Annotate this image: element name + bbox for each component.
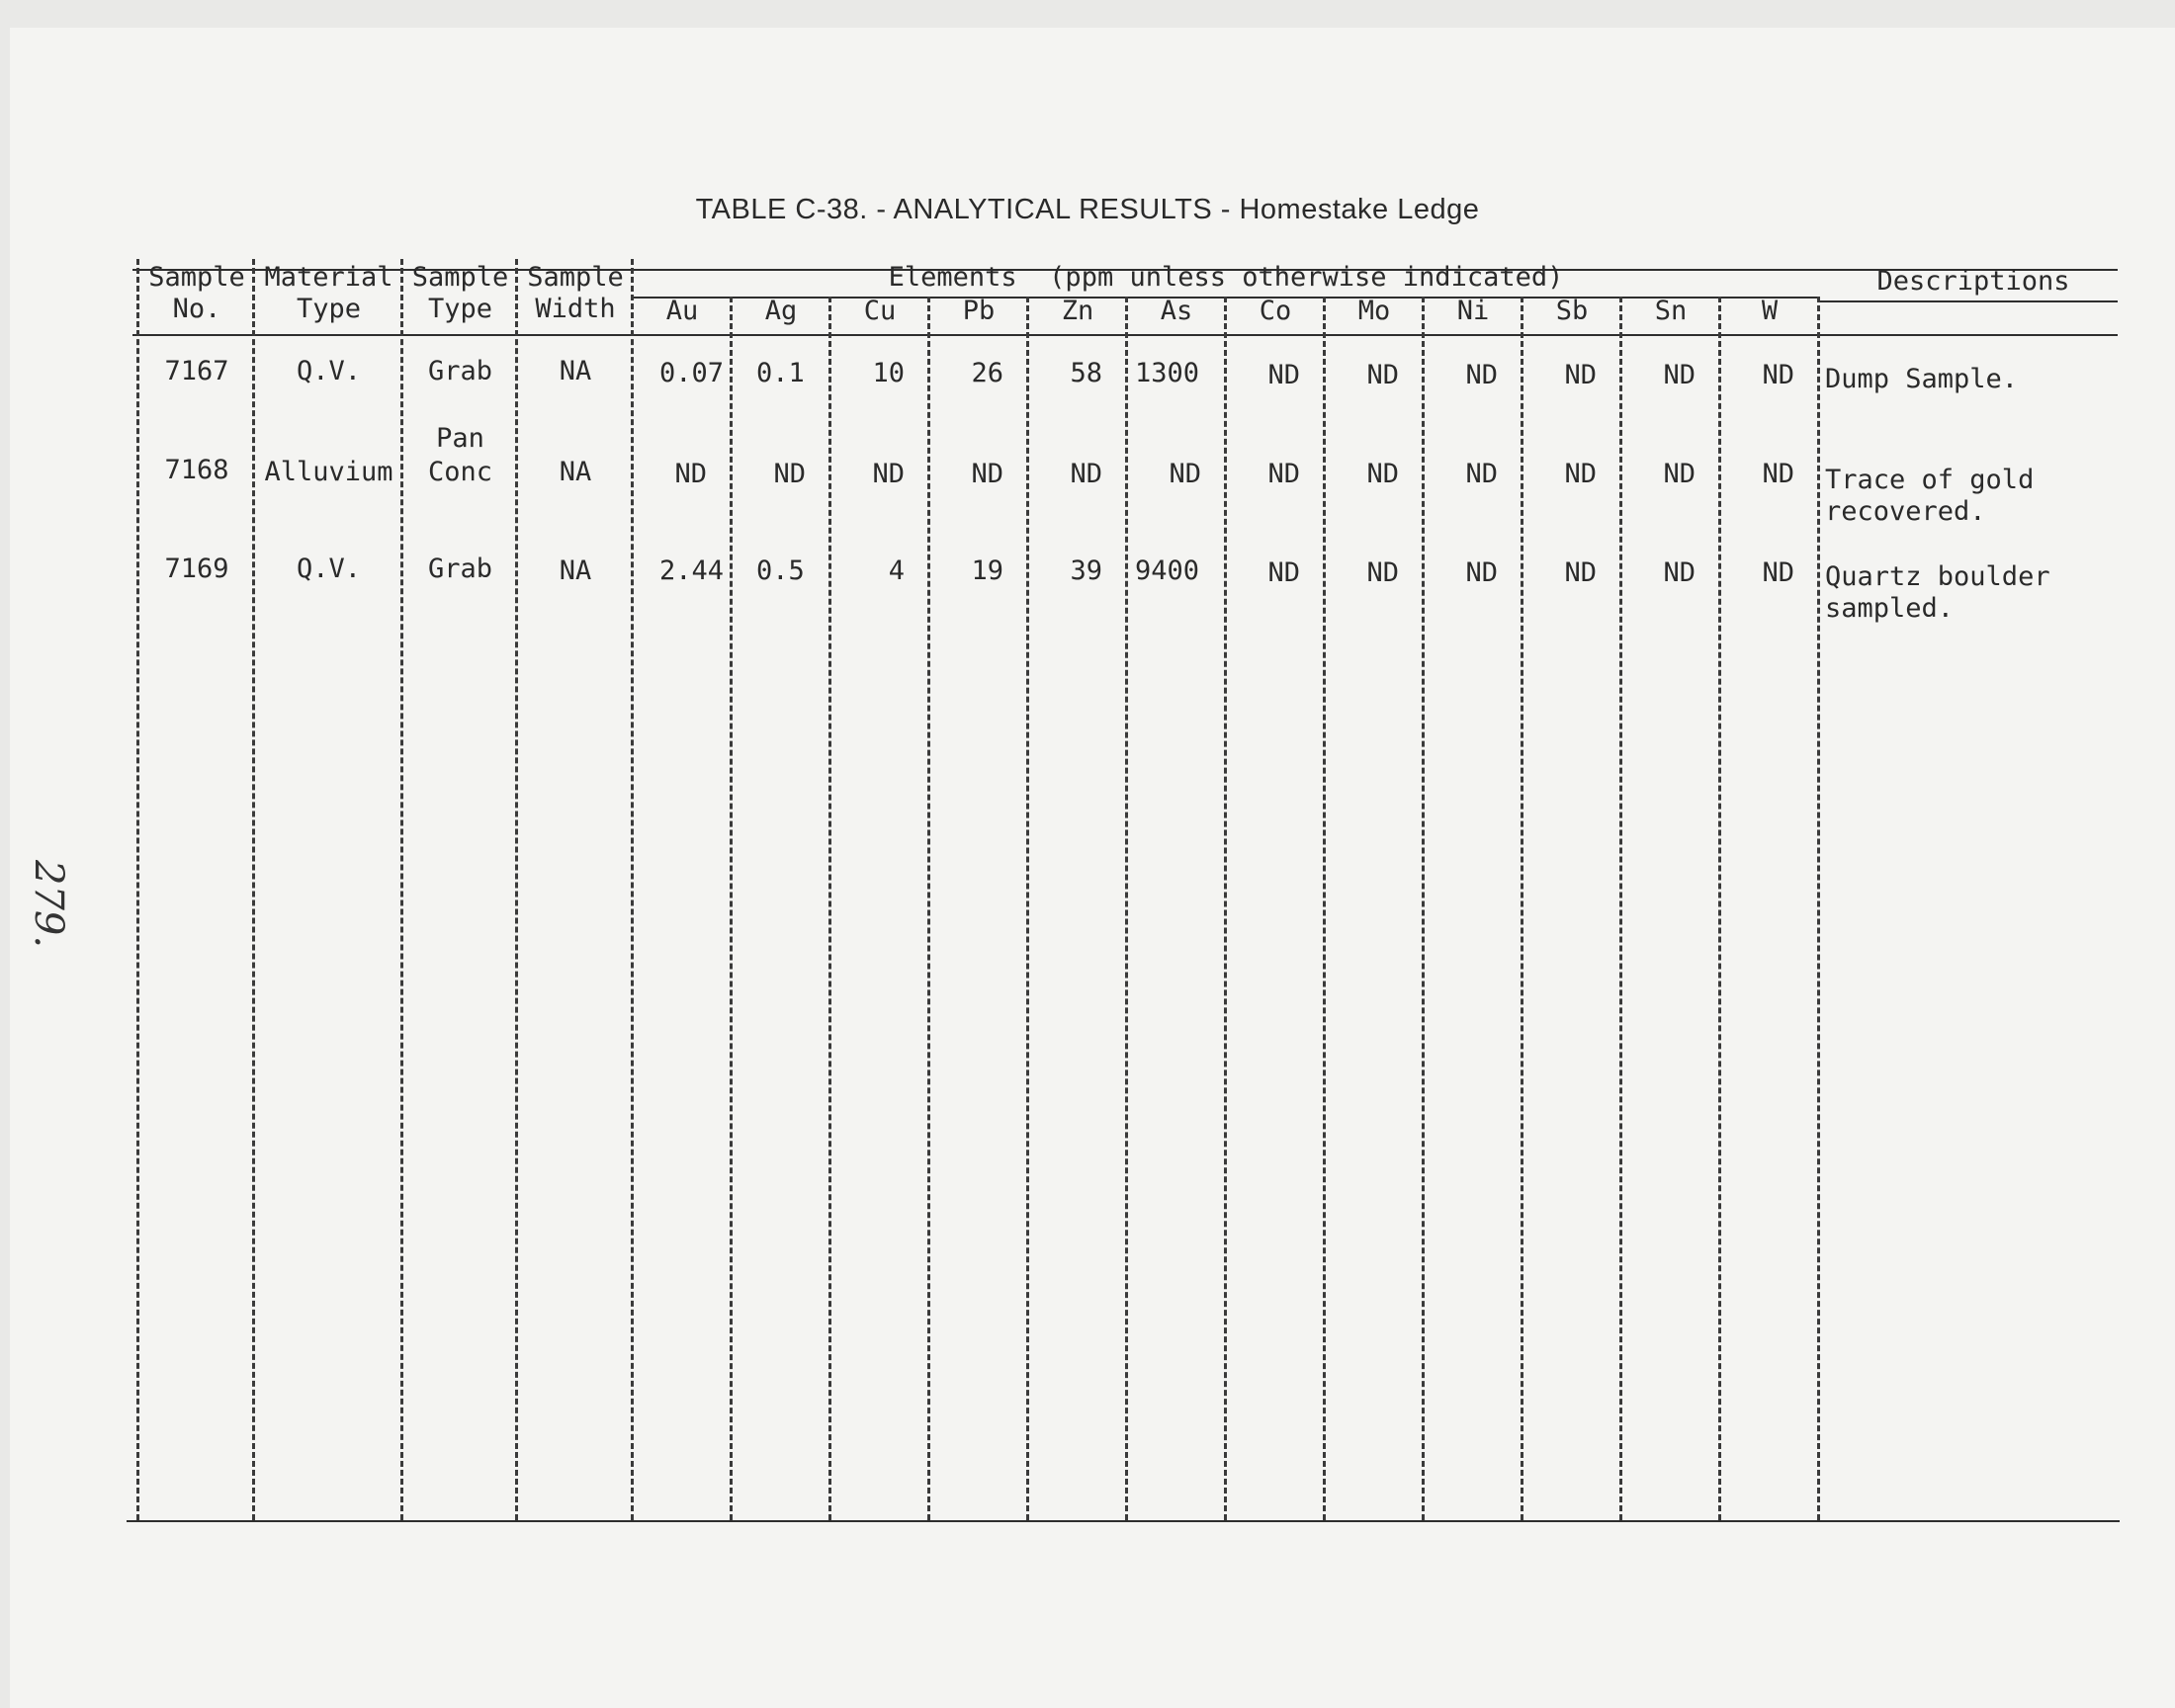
header-sample-width-line1: Sample	[527, 262, 624, 293]
header-element-co: Co	[1259, 296, 1292, 326]
row1-description: Dump Sample.	[1825, 364, 2019, 394]
row1-sample-type: Grab	[427, 356, 493, 386]
row1-zn: 58	[1070, 358, 1102, 388]
row1-co: ND	[1267, 360, 1300, 390]
row2-sn: ND	[1663, 459, 1696, 489]
header-sample-width-line2: Width	[535, 294, 616, 324]
row1-ag: 0.1	[756, 358, 805, 388]
row3-w: ND	[1762, 557, 1794, 588]
column-divider	[252, 259, 255, 1520]
header-element-zn: Zn	[1061, 296, 1094, 326]
header-element-mo: Mo	[1357, 296, 1391, 326]
row3-as: 9400	[1135, 555, 1200, 586]
row3-cu: 4	[888, 555, 905, 586]
row1-cu: 10	[872, 358, 905, 388]
row3-sb: ND	[1564, 557, 1597, 588]
row1-sn: ND	[1663, 360, 1696, 390]
header-material-type-line1: Material	[264, 262, 393, 293]
header-elements-group: Elements (ppm unless otherwise indicated)	[888, 262, 1564, 293]
header-element-w: W	[1761, 296, 1779, 326]
row1-material-type: Q.V.	[296, 356, 362, 386]
row2-w: ND	[1762, 459, 1794, 489]
header-element-as: As	[1160, 296, 1193, 326]
row2-cu: ND	[872, 459, 905, 489]
row2-sample-type-line2: Conc	[427, 457, 493, 487]
column-divider	[400, 259, 403, 1520]
column-divider	[631, 259, 634, 1520]
row2-ni: ND	[1465, 459, 1498, 489]
header-element-sn: Sn	[1654, 296, 1688, 326]
row1-as: 1300	[1135, 358, 1200, 388]
row3-material-type: Q.V.	[296, 554, 362, 584]
descriptions-subheader-rule	[1817, 300, 2118, 302]
row2-sample-width: NA	[559, 457, 592, 487]
row2-pb: ND	[971, 459, 1003, 489]
column-divider	[515, 259, 518, 1520]
row1-mo: ND	[1366, 360, 1399, 390]
row2-co: ND	[1267, 459, 1300, 489]
row3-sample-no: 7169	[164, 554, 229, 584]
row1-pb: 26	[971, 358, 1003, 388]
row3-ni: ND	[1465, 557, 1498, 588]
header-element-pb: Pb	[962, 296, 996, 326]
row1-w: ND	[1762, 360, 1794, 390]
row3-pb: 19	[971, 555, 1003, 586]
row2-mo: ND	[1366, 459, 1399, 489]
row3-sample-width: NA	[559, 555, 592, 586]
row3-zn: 39	[1070, 555, 1102, 586]
row3-co: ND	[1267, 557, 1300, 588]
header-sample-type-line1: Sample	[411, 262, 509, 293]
row2-description: Trace of gold recovered.	[1825, 465, 2035, 527]
header-sample-type-line2: Type	[427, 294, 493, 324]
header-element-cu: Cu	[863, 296, 897, 326]
column-divider	[136, 259, 139, 1520]
row3-mo: ND	[1366, 557, 1399, 588]
header-descriptions: Descriptions	[1876, 266, 2070, 297]
row2-material-type: Alluvium	[264, 457, 393, 487]
column-divider	[1817, 297, 1820, 1520]
row1-sb: ND	[1564, 360, 1597, 390]
row3-description: Quartz boulder sampled.	[1825, 561, 2050, 624]
header-material-type-line2: Type	[296, 294, 362, 324]
row2-sample-type-line1: Pan	[436, 423, 484, 454]
table-title: TABLE C-38. - ANALYTICAL RESULTS - Homestake Ledge	[695, 194, 1480, 225]
header-sample-no-line1: Sample	[148, 262, 245, 293]
row3-sn: ND	[1663, 557, 1696, 588]
header-element-au: Au	[665, 296, 699, 326]
row2-sb: ND	[1564, 459, 1597, 489]
row2-au: ND	[674, 459, 707, 489]
row2-sample-no: 7168	[164, 455, 229, 485]
row1-sample-no: 7167	[164, 356, 229, 386]
row2-as: ND	[1169, 459, 1201, 489]
header-element-sb: Sb	[1555, 296, 1589, 326]
row3-sample-type: Grab	[427, 554, 493, 584]
header-element-ni: Ni	[1456, 296, 1490, 326]
row3-au: 2.44	[658, 555, 724, 586]
row2-ag: ND	[773, 459, 806, 489]
header-sample-no-line2: No.	[172, 294, 221, 324]
row1-ni: ND	[1465, 360, 1498, 390]
row1-au: 0.07	[658, 358, 724, 388]
row1-sample-width: NA	[559, 356, 592, 386]
header-element-ag: Ag	[764, 296, 798, 326]
handwritten-page-number: 279.	[26, 860, 71, 949]
table-bottom-rule	[127, 1520, 2120, 1522]
row2-zn: ND	[1070, 459, 1102, 489]
row3-ag: 0.5	[756, 555, 805, 586]
